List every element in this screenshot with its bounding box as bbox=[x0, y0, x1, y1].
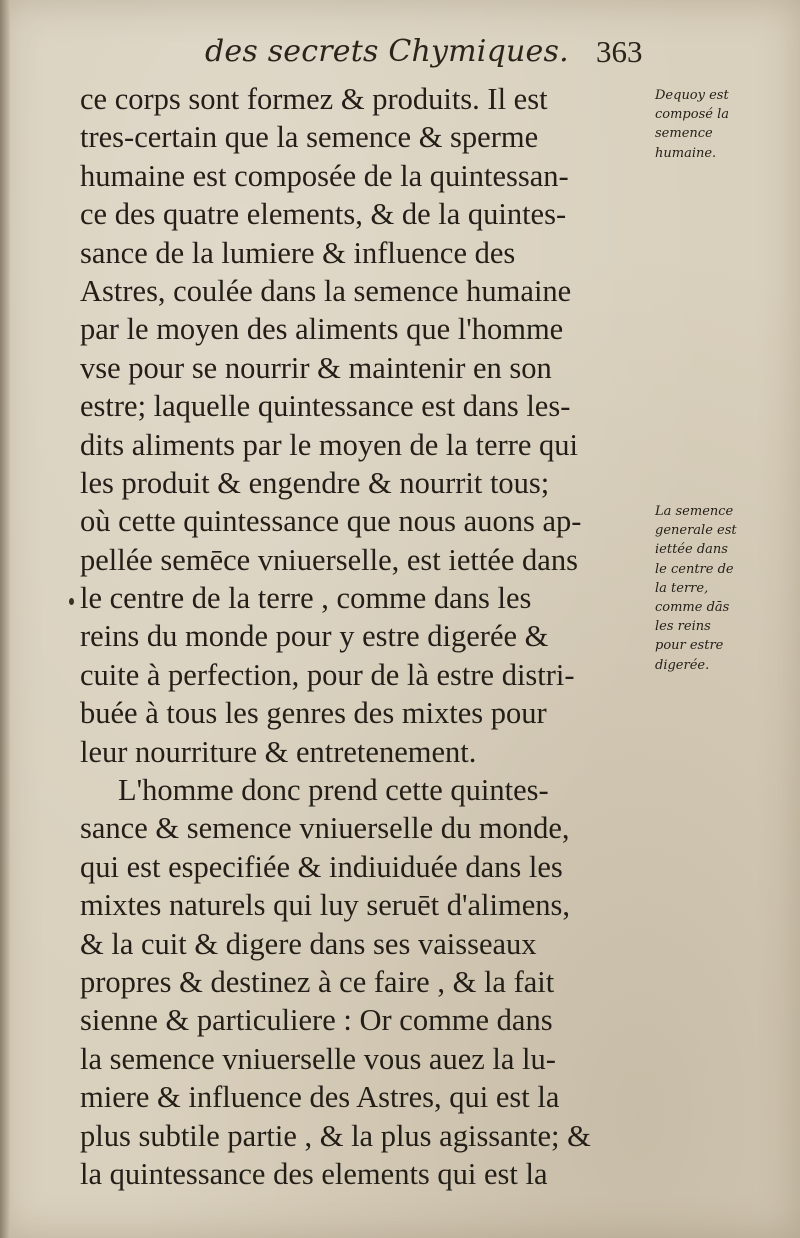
text-line: sance de la lumiere & influence des bbox=[80, 235, 516, 270]
text-line: les produit & engendre & nourrit tous; bbox=[80, 465, 550, 500]
text-line: vse pour se nourrir & maintenir en son bbox=[80, 350, 552, 385]
text-line: pellée semēce vniuerselle, est iettée dans bbox=[80, 542, 578, 577]
margin-note-line: iettée dans bbox=[655, 542, 728, 558]
margin-note-line: le centre de bbox=[655, 561, 734, 577]
text-line: la quintessance des elements qui est la bbox=[80, 1156, 548, 1191]
body-text bbox=[80, 80, 650, 1193]
text-line: & la cuit & digere dans ses vaisseaux bbox=[80, 926, 537, 961]
paragraph-start-line: L'homme donc prend cette quintes- bbox=[118, 773, 549, 808]
margin-note-line: comme dās bbox=[655, 599, 730, 615]
text-line: la semence vniuerselle vous auez la lu- bbox=[80, 1041, 556, 1076]
text-line: par le moyen des aliments que l'homme bbox=[80, 312, 564, 347]
margin-note-line: Dequoy est bbox=[655, 88, 729, 103]
margin-note-line: la terre, bbox=[655, 580, 709, 596]
text-line: mixtes naturels qui luy seruēt d'alimens, bbox=[80, 888, 571, 923]
text-line: ce des quatre elements, & de la quintes- bbox=[80, 197, 567, 232]
text-line: reins du monde pour y estre digerée & bbox=[80, 619, 549, 654]
margin-note-semence-generale bbox=[655, 502, 795, 675]
text-line: ce corps sont formez & produits. Il est bbox=[80, 82, 548, 116]
margin-note-line: semence bbox=[655, 126, 713, 142]
text-line: leur nourriture & entretenement. bbox=[80, 734, 477, 769]
page-gutter bbox=[0, 0, 10, 1238]
text-line: sance & semence vniuerselle du monde, bbox=[80, 811, 570, 846]
text-line: propres & destinez à ce faire , & la fait bbox=[80, 964, 555, 999]
ink-mark bbox=[69, 598, 74, 605]
margin-note-line: pour estre bbox=[655, 638, 724, 654]
text-line: qui est especifiée & indiuiduée dans les bbox=[80, 849, 563, 884]
margin-note-line: les reins bbox=[655, 619, 711, 635]
margin-note-composition bbox=[655, 86, 795, 163]
text-line: dits aliments par le moyen de la terre qui bbox=[80, 427, 579, 462]
text-line: le centre de la terre , comme dans les bbox=[80, 581, 532, 616]
text-line: sienne & particuliere : Or comme dans bbox=[80, 1003, 553, 1038]
text-line: miere & influence des Astres, qui est la bbox=[80, 1080, 560, 1115]
margin-note-line: humaine. bbox=[655, 145, 717, 161]
margin-note-line: composé la bbox=[655, 107, 729, 123]
text-line: plus subtile partie , & la plus agissante; & bbox=[80, 1118, 591, 1153]
margin-note-line: digerée. bbox=[655, 657, 710, 673]
text-line: tres-certain que la semence & sperme bbox=[80, 120, 539, 155]
margin-note-line: generale est bbox=[655, 523, 737, 539]
text-line: estre; laquelle quintessance est dans les- bbox=[80, 389, 571, 424]
text-line: où cette quintessance que nous auons ap- bbox=[80, 504, 582, 539]
text-line: cuite à perfection, pour de là estre distri- bbox=[80, 657, 575, 692]
margin-note-line: La semence bbox=[655, 504, 734, 519]
text-line: Astres, coulée dans la semence humaine bbox=[80, 273, 572, 308]
text-line: humaine est composée de la quintessan- bbox=[80, 158, 569, 193]
text-line: buée à tous les genres des mixtes pour bbox=[80, 696, 547, 731]
running-title: des secrets Chymiques. bbox=[205, 34, 569, 69]
page-number: 363 bbox=[596, 34, 643, 69]
running-head bbox=[0, 30, 800, 80]
